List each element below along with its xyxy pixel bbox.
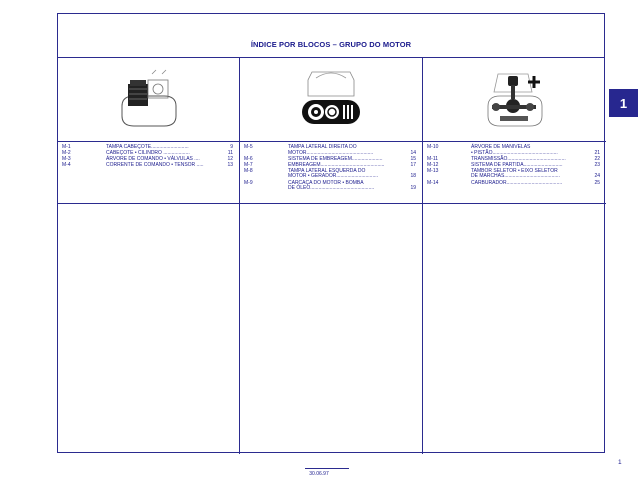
block-column-1 [58,58,240,454]
entry-code: M-1 [62,144,71,150]
toc-list-1 [62,145,233,169]
toc-cell-1 [58,142,239,204]
entry-page: 13 [227,162,233,169]
toc-cell-2 [240,142,422,204]
blank-cell-1 [58,204,239,454]
entry-label: ÁRVORE DE COMANDO • VÁLVULAS .... [106,156,200,163]
entry-page: 23 [594,161,600,168]
entry-code: M-2 [62,150,71,157]
entry-page: 11 [227,150,233,157]
illustration-cell-2 [240,58,422,142]
toc-entry[interactable] [427,169,600,180]
entry-code: M-7 [244,161,253,168]
blank-cell-2 [240,204,422,454]
illustration-cell-1 [58,58,239,142]
toc-entry[interactable] [244,169,416,180]
toc-entry[interactable] [427,181,600,187]
entry-page: 25 [594,179,600,186]
entry-label: TAMPA LATERAL DIREITA DO MOTOR................................................ [288,144,374,156]
entry-label: SISTEMA DE EMBREAGEM...................... [288,155,383,162]
date-divider [305,468,349,469]
entry-code: M-8 [244,167,253,174]
entry-code: M-13 [427,167,439,174]
revision-date: 30.06.97 [309,471,329,477]
title-row [58,14,604,58]
entry-code: M-5 [244,144,253,150]
entry-label: TAMPA CABEÇOTE........................... [106,144,189,150]
toc-entry[interactable] [427,145,600,156]
entry-label: TAMPA LATERAL ESQUERDA DO MOTOR • GERADOR.............................. [288,167,379,180]
entry-page: 12 [227,156,233,163]
entry-code: M-9 [244,179,253,186]
entry-code: M-11 [427,155,439,162]
toc-cell-3 [423,142,606,204]
toc-entry[interactable] [244,181,416,192]
entry-label: CARBURADOR........................................ [471,179,563,186]
entry-code: M-3 [62,156,71,163]
entry-label: EMBREAGEM.............................................. [288,161,385,168]
toc-list-3 [427,145,600,187]
entry-label: SISTEMA DE PARTIDA............................ [471,161,563,168]
page-number: 1 [618,459,622,466]
chapter-tab[interactable]: 1 [609,89,638,117]
entry-label: TAMBOR SELETOR • EIXO SELETOR DE MARCHAS........................................ [471,167,560,180]
entry-label: ÁRVORE DE MANIVELAS • PISTÃO............................................... [471,144,558,156]
entry-code: M-12 [427,161,439,168]
block-column-3 [423,58,606,454]
entry-label: CARCAÇA DO MOTOR • BOMBA DE ÓLEO.............................................. [288,179,375,192]
entry-page: 18 [410,173,416,180]
engine-cover-icon [296,66,366,132]
toc-entry[interactable] [244,145,416,156]
index-frame [57,13,605,453]
entry-page: 17 [410,161,416,168]
crankshaft-icon [480,66,550,132]
entry-code: M-6 [244,155,253,162]
entry-label: CORRENTE DE COMANDO • TENSOR ..... [106,162,204,169]
entry-page: 15 [410,155,416,162]
entry-label: CABEÇOTE • CILINDRO ................... [106,150,190,157]
entry-code: M-10 [427,144,439,150]
entry-label: TRANSMISSÃO.......................................... [471,155,566,162]
cylinder-head-icon [114,66,184,132]
toc-list-2 [244,145,416,192]
entry-code: M-14 [427,179,439,186]
block-column-2 [240,58,423,454]
toc-entry[interactable] [62,163,233,169]
entry-page: 21 [594,149,600,156]
entry-code: M-4 [62,162,71,169]
entry-page: 9 [230,144,233,150]
entry-page: 24 [594,173,600,180]
entry-page: 22 [594,155,600,162]
entry-page: 14 [410,149,416,156]
illustration-cell-3 [423,58,606,142]
blank-cell-3 [423,204,606,454]
entry-page: 19 [410,185,416,192]
page-title: ÍNDICE POR BLOCOS – GRUPO DO MOTOR [250,40,412,49]
